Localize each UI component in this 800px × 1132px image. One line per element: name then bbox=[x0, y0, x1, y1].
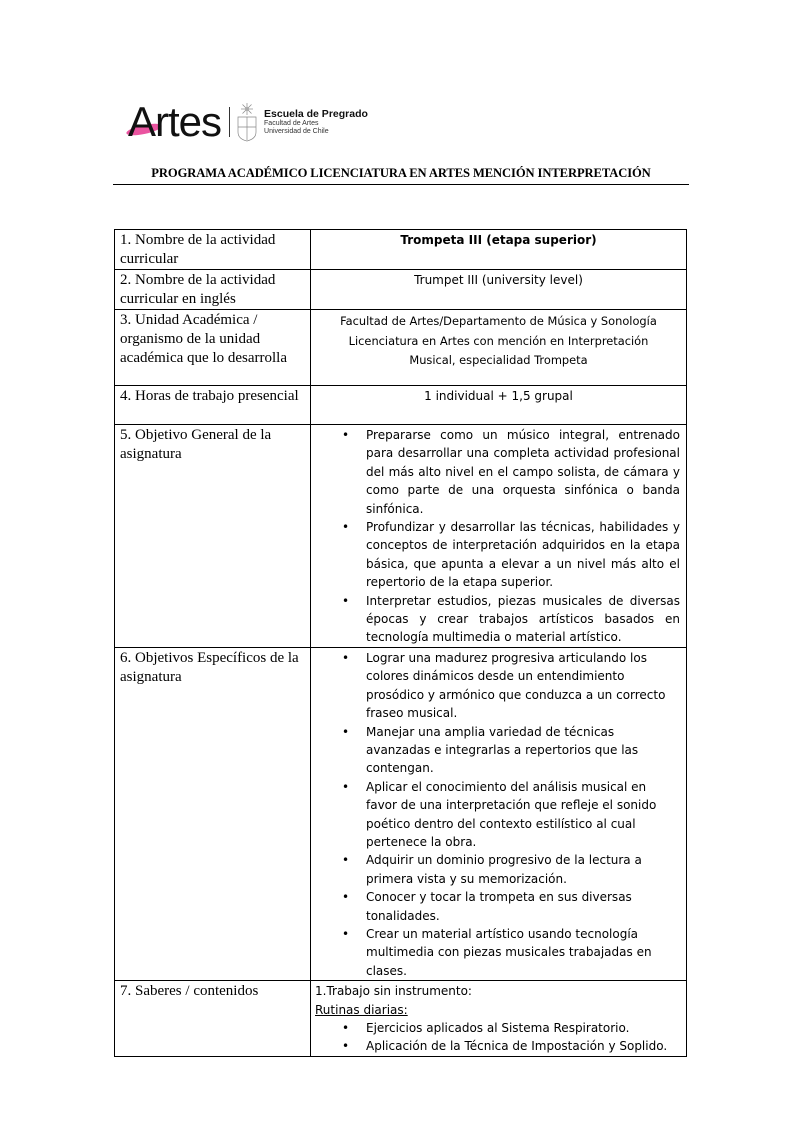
logo-faculty-name: Facultad de Artes bbox=[264, 120, 319, 128]
list-item-text: Crear un material artístico usando tecnología multimedia con piezas musicales trabajadas en clases. bbox=[366, 926, 652, 978]
bullet-icon: • bbox=[342, 724, 350, 739]
row-label: 1. Nombre de la actividad curricular bbox=[115, 230, 311, 270]
list-item-text: Ejercicios aplicados al Sistema Respiratorio. bbox=[366, 1021, 630, 1035]
course-name-value: Trompeta III (etapa superior) bbox=[311, 230, 687, 270]
logo-text-block bbox=[264, 109, 368, 135]
course-name-english-value: Trumpet III (university level) bbox=[311, 270, 687, 310]
academic-unit-value bbox=[311, 310, 687, 386]
table-row bbox=[115, 230, 687, 270]
bullet-icon: • bbox=[342, 853, 350, 868]
row-label: 5. Objetivo General de la asignatura bbox=[115, 425, 311, 648]
list-item bbox=[315, 888, 682, 925]
logo-university-name: Universidad de Chile bbox=[264, 127, 329, 135]
bullet-list bbox=[315, 649, 682, 980]
logo-divider bbox=[229, 107, 230, 137]
bullet-icon: • bbox=[342, 1039, 350, 1054]
list-item bbox=[315, 851, 682, 888]
row-label: 3. Unidad Académica / organismo de la unidad académica que lo desarrolla bbox=[115, 310, 311, 386]
artes-logo-wordmark bbox=[128, 98, 222, 145]
academic-unit-line: Facultad de Artes/Departamento de Música y Sonología bbox=[340, 314, 657, 328]
list-item bbox=[315, 778, 682, 852]
table-row bbox=[115, 981, 687, 1057]
bullet-icon: • bbox=[342, 890, 350, 905]
bullet-list bbox=[315, 1019, 682, 1056]
list-item-text: Aplicar el conocimiento del análisis musical en favor de una interpretación que refleje el sonido poético dentro del contexto estilístico al cual pertenece la obra. bbox=[366, 779, 657, 849]
list-item bbox=[315, 1019, 682, 1037]
list-item bbox=[315, 649, 682, 723]
list-item bbox=[315, 723, 682, 778]
table-row bbox=[115, 425, 687, 648]
bullet-icon: • bbox=[342, 779, 350, 794]
list-item bbox=[315, 592, 682, 647]
academic-unit-line: Licenciatura en Artes con mención en Interpretación bbox=[348, 333, 649, 348]
bullet-icon: • bbox=[342, 1021, 350, 1035]
bullet-icon: • bbox=[342, 428, 350, 442]
program-table bbox=[114, 229, 687, 1057]
list-item-text: Prepararse como un músico integral, entrenado para desarrollar una completa actividad profesional del más alto nivel en el campo solista, de cámara y como parte de una orquesta sinfónica o banda sinfónica. bbox=[366, 428, 680, 516]
list-item-text: Interpretar estudios, piezas musicales de diversas épocas y crear trabajos artísticos basados en tecnología multimedia o material artístico. bbox=[366, 593, 680, 645]
row-label: 4. Horas de trabajo presencial bbox=[115, 386, 311, 425]
specific-objectives-value bbox=[311, 647, 687, 980]
general-objective-value bbox=[311, 425, 687, 648]
list-item bbox=[315, 1037, 682, 1055]
table-row bbox=[115, 310, 687, 386]
logo-school-name: Escuela de Pregrado bbox=[264, 108, 368, 121]
logo-brand-text: Artes bbox=[128, 98, 222, 145]
list-item-text: Manejar una amplia variedad de técnicas avanzadas e integrarlas a repertorios que las contengan. bbox=[366, 724, 639, 776]
list-item bbox=[315, 426, 682, 518]
bullet-icon: • bbox=[342, 926, 350, 941]
row-label: 2. Nombre de la actividad curricular en inglés bbox=[115, 270, 311, 310]
table-row bbox=[115, 647, 687, 980]
bullet-icon: • bbox=[342, 593, 350, 608]
row-label: 7. Saberes / contenidos bbox=[115, 981, 311, 1057]
hours-value: 1 individual + 1,5 grupal bbox=[311, 386, 687, 425]
contents-subheading: Rutinas diarias: bbox=[315, 1002, 408, 1017]
page-title: PROGRAMA ACADÉMICO LICENCIATURA EN ARTES MENCIÓN INTERPRETACIÓN bbox=[113, 166, 689, 185]
contents-heading: 1.Trabajo sin instrumento: bbox=[315, 984, 472, 999]
list-item-text: Conocer y tocar la trompeta en sus diversas tonalidades. bbox=[366, 890, 632, 923]
list-item-text: Adquirir un dominio progresivo de la lectura a primera vista y su memorización. bbox=[366, 853, 642, 886]
bullet-icon: • bbox=[342, 520, 350, 535]
list-item-text: Lograr una madurez progresiva articulando los colores dinámicos desde un entendimiento prosódico y armónico que conduzca a un correcto fraseo musical. bbox=[366, 650, 666, 721]
table-row bbox=[115, 270, 687, 310]
university-crest-icon bbox=[236, 102, 258, 142]
table-row bbox=[115, 386, 687, 425]
list-item-text: Aplicación de la Técnica de Impostación y Soplido. bbox=[366, 1039, 668, 1054]
row-label: 6. Objetivos Específicos de la asignatura bbox=[115, 647, 311, 980]
list-item bbox=[315, 925, 682, 980]
header-logo bbox=[128, 98, 368, 146]
bullet-list bbox=[315, 426, 682, 647]
list-item-text: Profundizar y desarrollar las técnicas, habilidades y conceptos de interpretación adquiridos en la etapa básica, que apunta a elevar a un nivel más alto el repertorio de la etapa superior. bbox=[366, 520, 680, 590]
academic-unit-line: Musical, especialidad Trompeta bbox=[409, 353, 588, 367]
contents-value bbox=[311, 981, 687, 1057]
list-item bbox=[315, 518, 682, 592]
bullet-icon: • bbox=[342, 650, 350, 665]
